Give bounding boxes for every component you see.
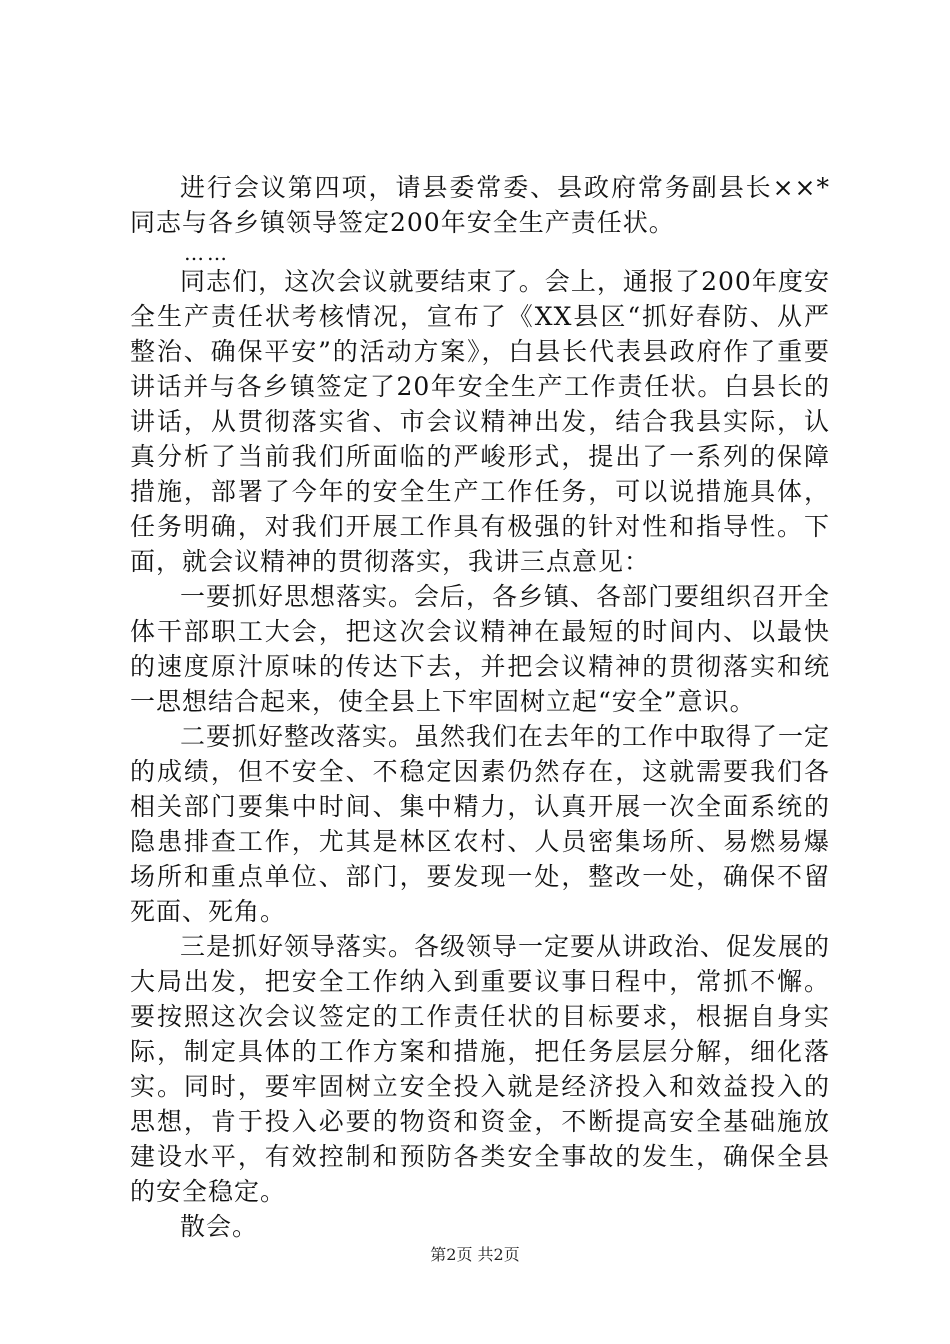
paragraph-point-two: 二要抓好整改落实。虽然我们在去年的工作中取得了一定的成绩，但不安全、不稳定因素仍然存在，这就需要我们各相关部门要集中时间、集中精力，认真开展一次全面系统的隐患排查工作，尤其是林区农村、人员密集场所、易燃易爆场所和重点单位、部门，要发现一处，整改一处，确保不留死面、死角。 — [130, 722, 831, 926]
paragraph-point-one: 一要抓好思想落实。会后，各乡镇、各部门要组织召开全体干部职工大会，把这次会议精神在最短的时间内、以最快的速度原汁原味的传达下去，并把会议精神的贯彻落实和统一思想结合起来，使全县上下牢固树立起“安全”意识。 — [130, 582, 831, 716]
paragraph-agenda-item: 进行会议第四项，请县委常委、县政府常务副县长××*同志与各乡镇领导签定200年安全生产责任状。 — [130, 173, 830, 237]
paragraph-summary: 同志们，这次会议就要结束了。会上，通报了200年度安全生产责任状考核情况，宣布了《XX县区“抓好春防、从严整治、确保平安”的活动方案》，白县长代表县政府作了重要讲话并与各乡镇签定了20年安全生产工作责任状。白县长的讲话，从贯彻落实省、市会议精神出发，结合我县实际，认真分析了当前我们所面临的严峻形式，提出了一系列的保障措施，部署了今年的安全生产工作任务，可以说措施具体，任务明确，对我们开展工作具有极强的针对性和指导性。下面，就会议精神的贯彻落实，我讲三点意见： — [130, 267, 830, 576]
document-body — [130, 170, 830, 1244]
paragraph-point-three: 三是抓好领导落实。各级领导一定要从讲政治、促发展的大局出发，把安全工作纳入到重要议事日程中，常抓不懈。要按照这次会议签定的工作责任状的目标要求，根据自身实际，制定具体的工作方案和措施，把任务层层分解，细化落实。同时，要牢固树立安全投入就是经济投入和效益投入的思想，肯于投入必要的物资和资金，不断提高安全基础施放建设水平，有效控制和预防各类安全事故的发生，确保全县的安全稳定。 — [130, 932, 831, 1206]
paragraph-closing: 散会。 — [180, 1212, 259, 1241]
page-number-footer: 第2页 共2页 — [430, 1245, 520, 1264]
ellipsis-mark: …… — [184, 241, 230, 265]
